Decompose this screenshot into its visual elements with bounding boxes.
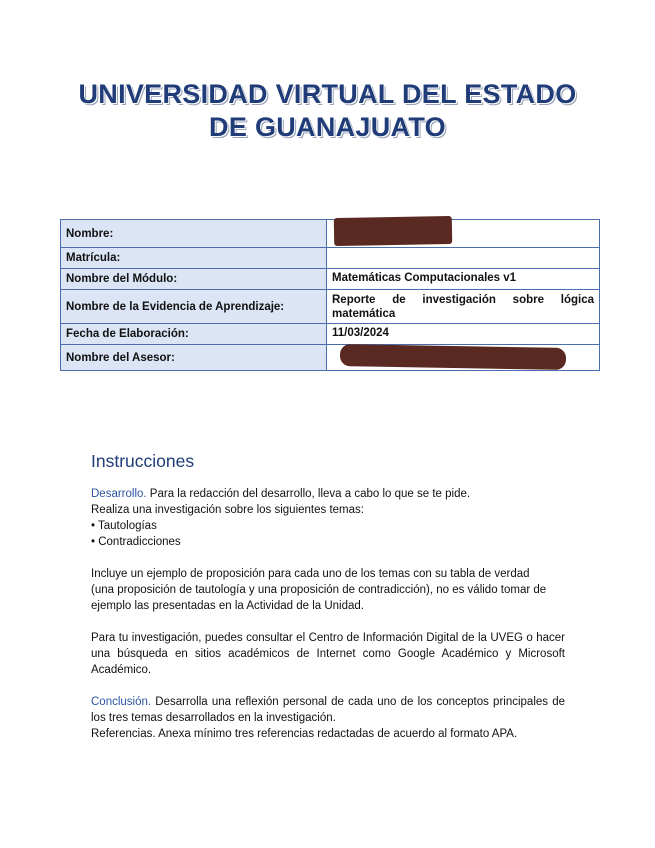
desarrollo-label: Desarrollo.: [91, 488, 147, 500]
conclusion-paragraph: [91, 694, 565, 726]
name-label: Nombre:: [61, 220, 327, 248]
table-row: [61, 269, 600, 290]
table-row: [61, 290, 600, 324]
title-line-2: DE GUANAJUATO: [209, 112, 446, 142]
table-row: [61, 248, 600, 269]
table-row: [61, 324, 600, 345]
date-label: Fecha de Elaboración:: [61, 324, 327, 345]
bullet-contradicciones: • Contradicciones: [91, 536, 181, 548]
table-row: [61, 345, 600, 371]
title-line-1: UNIVERSIDAD VIRTUAL DEL ESTADO: [78, 79, 577, 109]
instructions-section: [91, 450, 565, 742]
conclusion-text: Desarrolla una reflexión personal de cada uno de los conceptos principales de los tres temas desarrollados en la investigación.: [91, 696, 565, 724]
advisor-value: [327, 345, 600, 371]
student-info-table: [60, 219, 600, 371]
name-value: [327, 220, 600, 248]
date-value: 11/03/2024: [327, 324, 600, 345]
referencias-paragraph: Referencias. Anexa mínimo tres referencias redactadas de acuerdo al formato APA.: [91, 728, 518, 740]
table-row: [61, 220, 600, 248]
desarrollo-paragraph: [91, 486, 565, 502]
bullet-tautologias: • Tautologías: [91, 520, 157, 532]
matricula-value: [327, 248, 600, 269]
evidence-label: Nombre de la Evidencia de Aprendizaje:: [61, 290, 327, 324]
redaction-mark: [340, 344, 566, 370]
conclusion-label: Conclusión.: [91, 696, 152, 708]
module-label: Nombre del Módulo:: [61, 269, 327, 290]
ejemplo-line-3: ejemplo las presentadas en la Actividad de la Unidad.: [91, 600, 364, 612]
document-title: [0, 78, 655, 144]
evidence-value: Reporte de investigación sobre lógica matemática: [327, 290, 600, 324]
desarrollo-text: Para la redacción del desarrollo, lleva a cabo lo que se te pide.: [146, 488, 471, 500]
instructions-heading: Instrucciones: [91, 451, 195, 471]
ejemplo-line-2: (una proposición de tautología y una proposición de contradicción), no es válido tomar de: [91, 584, 547, 596]
ejemplo-line-1: Incluye un ejemplo de proposición para cada uno de los temas con su tabla de verdad: [91, 568, 530, 580]
matricula-label: Matrícula:: [61, 248, 327, 269]
investigacion-intro: Realiza una investigación sobre los siguientes temas:: [91, 504, 364, 516]
redaction-mark: [334, 216, 452, 246]
consulta-paragraph: Para tu investigación, puedes consultar el Centro de Información Digital de la UVEG o hacer una búsqueda en sitios académicos de Internet como Google Académico y Microsoft Académico.: [91, 632, 565, 676]
module-value: Matemáticas Computacionales v1: [327, 269, 600, 290]
advisor-label: Nombre del Asesor:: [61, 345, 327, 371]
